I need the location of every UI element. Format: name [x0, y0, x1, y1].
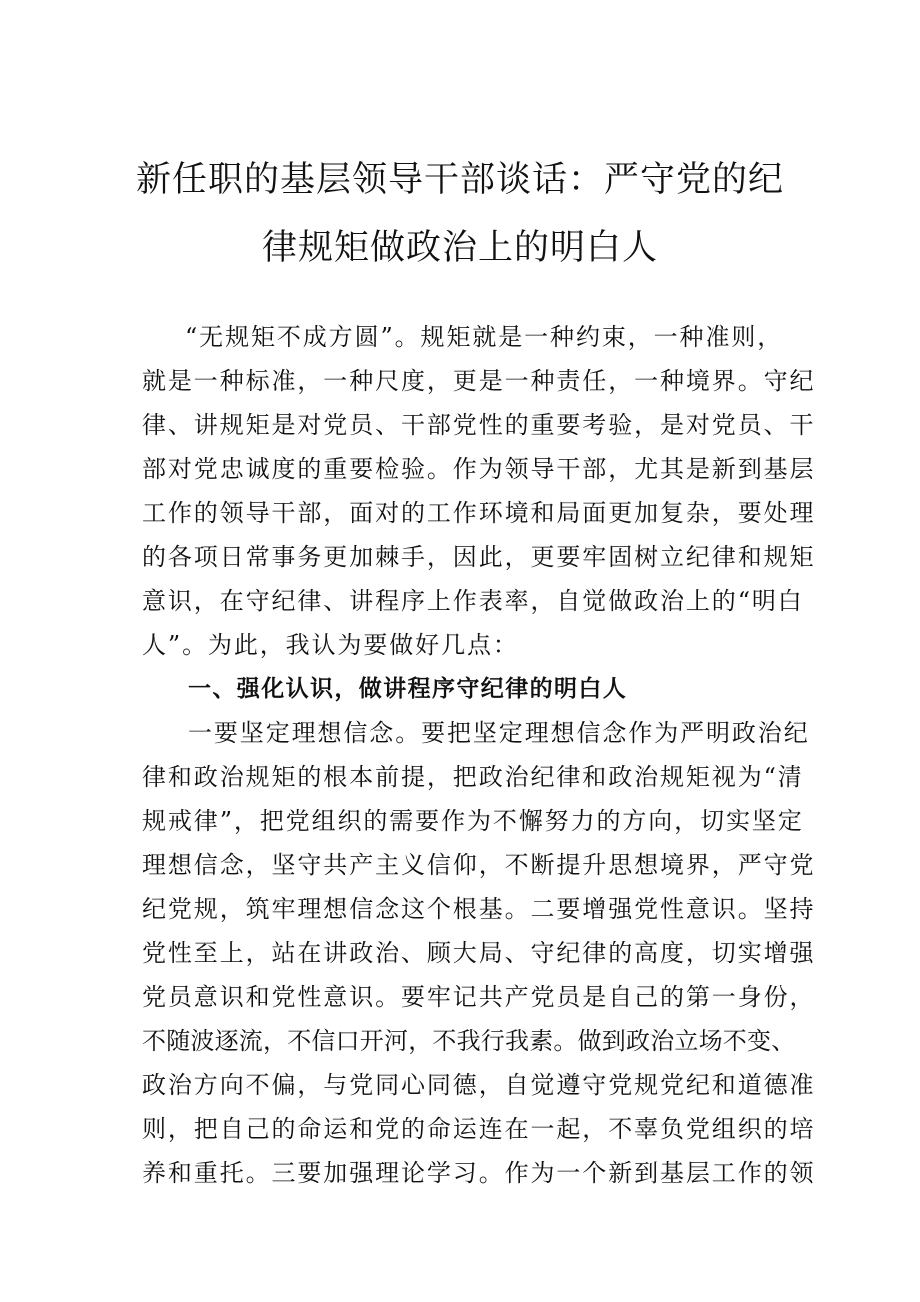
paragraph-2-line: 不随波逐流，不信口开河，不我行我素。做到政治立场不变、 — [142, 1027, 796, 1055]
paragraph-2-line: 律和政治规矩的根本前提，把政治纪律和政治规矩视为“清 — [142, 763, 804, 791]
section-heading: 一、强化认识，做讲程序守纪律的明白人 — [188, 676, 628, 702]
paragraph-2-line: 一要坚定理想信念。要把坚定理想信念作为严明政治纪 — [188, 719, 810, 747]
paragraph-2-line: 养和重托。三要加强理论学习。作为一个新到基层工作的领 — [142, 1159, 816, 1187]
paragraph-2-line: 纪党规，筑牢理想信念这个根基。二要增强党性意识。坚持 — [142, 895, 816, 923]
paragraph-2-line: 党员意识和党性意识。要牢记共产党员是自己的第一身份， — [142, 983, 816, 1011]
paragraph-2-line: 规戒律”，把党组织的需要作为不懈努力的方向，切实坚定 — [142, 807, 804, 835]
paragraph-1-line: 律、讲规矩是对党员、干部党性的重要考验，是对党员、干 — [142, 411, 816, 439]
paragraph-1-line: 人”。为此，我认为要做好几点： — [142, 631, 519, 659]
paragraph-2-line: 党性至上，站在讲政治、顾大局、守纪律的高度，切实增强 — [142, 939, 816, 967]
document-title-line-1: 新任职的基层领导干部谈话：严守党的纪 — [135, 160, 784, 200]
paragraph-2-line: 则，把自己的命运和党的命运连在一起，不辜负党组织的培 — [142, 1115, 816, 1143]
paragraph-1-line: 的各项日常事务更加棘手，因此，更要牢固树立纪律和规矩 — [142, 543, 816, 571]
paragraph-1-line: 工作的领导干部，面对的工作环境和局面更加复杂，要处理 — [142, 499, 816, 527]
paragraph-2-line: 政治方向不偏，与党同心同德，自觉遵守党规党纪和道德准 — [142, 1071, 816, 1099]
paragraph-1-line: 就是一种标准，一种尺度，更是一种责任，一种境界。守纪 — [142, 367, 816, 395]
paragraph-1-line: 意识，在守纪律、讲程序上作表率，自觉做政治上的“明白 — [142, 587, 804, 615]
paragraph-1-line: “无规矩不成方圆”。规矩就是一种约束，一种准则， — [185, 323, 784, 351]
paragraph-1-line: 部对党忠诚度的重要检验。作为领导干部，尤其是新到基层 — [142, 455, 816, 483]
paragraph-2-line: 理想信念，坚守共产主义信仰，不断提升思想境界，严守党 — [142, 851, 816, 879]
document-title-line-2: 律规矩做政治上的明白人 — [261, 228, 658, 268]
